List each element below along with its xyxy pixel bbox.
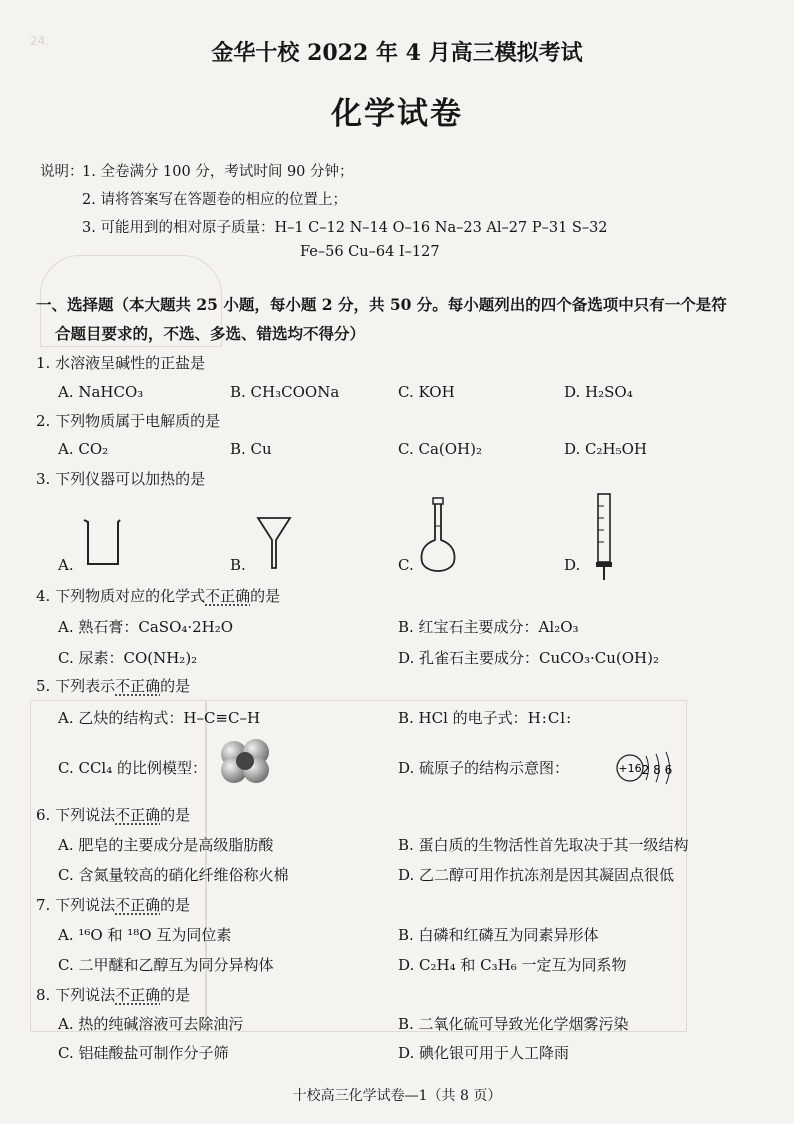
volumetric-flask-icon <box>418 496 458 576</box>
electron-formula: H:Cl: <box>527 709 573 727</box>
burette-icon <box>592 492 616 582</box>
option-b: B. Cu <box>230 440 272 458</box>
option-a: A. <box>58 556 74 574</box>
option-c: C. 铝硅酸盐可制作分子筛 <box>58 1044 229 1062</box>
option-a: A. 热的纯碱溶液可去除油污 <box>58 1015 244 1033</box>
option-b: B. <box>230 556 246 574</box>
question-stem <box>36 804 190 825</box>
option-c: C. <box>398 556 414 574</box>
section-heading-cont: 合题目要求的，不选、多选、错选均不得分） <box>55 324 366 343</box>
shell-label: 2 8 6 <box>641 763 673 777</box>
bleed-through-text: 24. <box>30 34 50 48</box>
option-c: C. CCl₄ 的比例模型： <box>58 759 208 777</box>
option-a: A. 乙炔的结构式：H–C≡C–H <box>58 709 261 727</box>
stem-text: 6. 下列说法 <box>36 806 116 824</box>
option-d: D. <box>564 556 581 574</box>
stem-text: 的是 <box>250 587 281 605</box>
question-stem: 1. 水溶液呈碱性的正盐是 <box>36 354 206 372</box>
option-a: A. NaHCO₃ <box>58 383 144 401</box>
option-c: C. 含氮量较高的硝化纤维俗称火棉 <box>58 866 289 884</box>
section-heading: 一、选择题（本大题共 25 小题，每小题 2 分，共 50 分。每小题列出的四个备选项中只有一个是符 <box>36 295 727 314</box>
stem-text: 的是 <box>160 677 191 695</box>
question-stem <box>36 984 190 1005</box>
option-text: B. HCl 的电子式： <box>398 709 528 727</box>
option-c: C. 尿素：CO(NH₂)₂ <box>58 649 198 667</box>
question-stem <box>36 585 280 606</box>
option-b: B. 二氧化硫可导致光化学烟雾污染 <box>398 1015 629 1033</box>
space-filling-model-icon <box>216 736 276 786</box>
option-a: A. 肥皂的主要成分是高级脂肪酸 <box>58 836 274 854</box>
stem-text: 4. 下列物质对应的化学式 <box>36 587 206 605</box>
option-a: A. ¹⁶O 和 ¹⁸O 互为同位素 <box>58 926 232 944</box>
question-stem <box>36 675 190 696</box>
option-d: D. 孔雀石主要成分：CuCO₃·Cu(OH)₂ <box>398 649 659 667</box>
option-b <box>398 707 572 728</box>
stem-text: 的是 <box>160 896 191 914</box>
notes-lead: 说明： <box>40 164 84 180</box>
option-b: B. 红宝石主要成分：Al₂O₃ <box>398 618 579 636</box>
stem-emphasis: 不正确 <box>115 896 161 914</box>
note-1: 1. 全卷满分 100 分，考试时间 90 分钟； <box>82 164 354 180</box>
note-2: 2. 请将答案写在答题卷的相应的位置上； <box>82 192 347 208</box>
stem-emphasis: 不正确 <box>115 986 161 1004</box>
note-4: Fe–56 Cu–64 I–127 <box>300 244 440 260</box>
question-stem: 2. 下列物质属于电解质的是 <box>36 412 221 430</box>
option-c: C. 二甲醚和乙醇互为同分异构体 <box>58 956 274 974</box>
stem-emphasis: 不正确 <box>115 806 161 824</box>
note-3: 3. 可能用到的相对原子质量：H–1 C–12 N–14 O–16 Na–23 Al–27 P–31 S–32 <box>82 220 608 236</box>
beaker-icon <box>80 516 124 568</box>
option-d: D. C₂H₅OH <box>564 440 647 458</box>
stem-text: 的是 <box>160 986 191 1004</box>
option-d: D. C₂H₄ 和 C₃H₆ 一定互为同系物 <box>398 956 627 974</box>
stem-text: 7. 下列说法 <box>36 896 116 914</box>
stem-text: 8. 下列说法 <box>36 986 116 1004</box>
page-footer: 十校高三化学试卷—1（共 8 页） <box>292 1088 502 1104</box>
option-a: A. 熟石膏：CaSO₄·2H₂O <box>58 618 234 636</box>
subject-title: 化学试卷 <box>331 96 463 132</box>
question-stem: 3. 下列仪器可以加热的是 <box>36 470 206 488</box>
option-b: B. 蛋白质的生物活性首先取决于其一级结构 <box>398 836 689 854</box>
stem-text: 5. 下列表示 <box>36 677 116 695</box>
nucleus-label: +16 <box>618 762 642 775</box>
option-a: A. CO₂ <box>58 440 109 458</box>
option-c: C. Ca(OH)₂ <box>398 440 482 458</box>
stem-emphasis: 不正确 <box>205 587 251 605</box>
atom-structure-diagram <box>614 748 674 788</box>
option-d: D. 乙二醇可用作抗冻剂是因其凝固点很低 <box>398 866 675 884</box>
option-b: B. 白磷和红磷互为同素异形体 <box>398 926 599 944</box>
question-stem <box>36 894 190 915</box>
exam-title: 金华十校 2022 年 4 月高三模拟考试 <box>211 40 583 66</box>
option-d: D. 碘化银可用于人工降雨 <box>398 1044 570 1062</box>
option-d: D. 硫原子的结构示意图： <box>398 759 570 777</box>
option-d: D. H₂SO₄ <box>564 383 633 401</box>
stem-text: 的是 <box>160 806 191 824</box>
option-b: B. CH₃COONa <box>230 383 340 401</box>
funnel-icon <box>256 514 292 570</box>
option-c: C. KOH <box>398 383 455 401</box>
stem-emphasis: 不正确 <box>115 677 161 695</box>
